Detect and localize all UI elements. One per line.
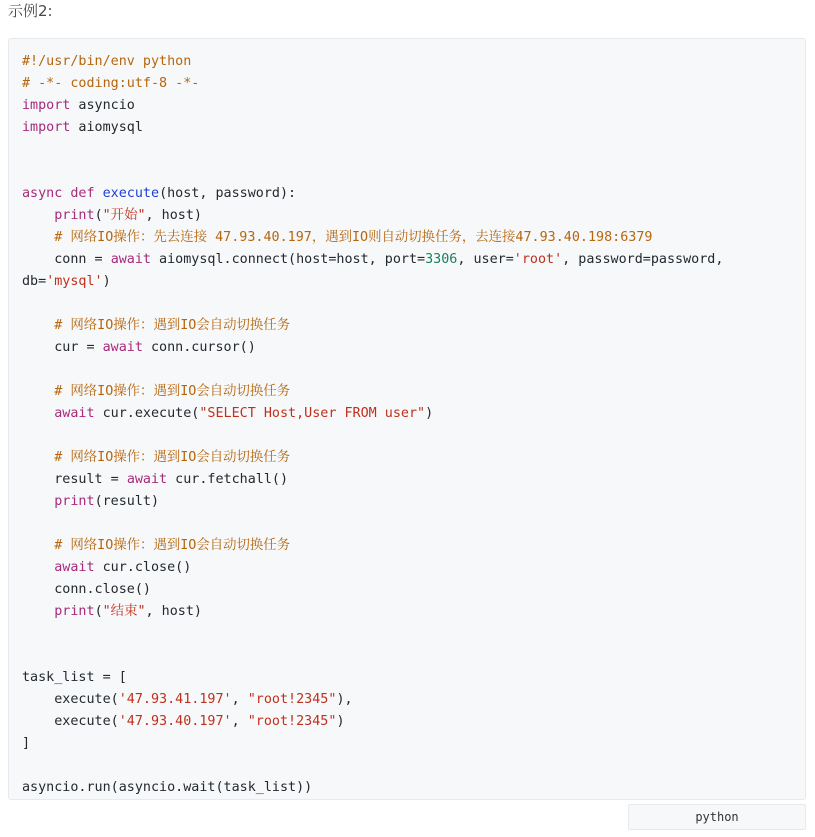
code-line bbox=[22, 601, 723, 623]
code-token-plain bbox=[22, 450, 54, 465]
code-token-plain: result = bbox=[22, 472, 127, 487]
code-token-plain bbox=[22, 208, 54, 223]
code-line bbox=[22, 381, 723, 403]
code-token-plain: ), bbox=[336, 692, 353, 707]
code-line bbox=[22, 513, 723, 535]
code-line bbox=[22, 491, 723, 513]
code-line bbox=[22, 755, 723, 777]
code-content[interactable] bbox=[22, 51, 723, 799]
code-token-plain: task_list = [ bbox=[22, 670, 127, 685]
code-token-plain: asyncio bbox=[70, 98, 135, 113]
code-token-kw: await bbox=[54, 560, 95, 575]
code-token-plain: asyncio.run(asyncio.wait(task_list)) bbox=[22, 780, 313, 795]
code-token-plain bbox=[22, 318, 54, 333]
code-token-plain bbox=[22, 384, 54, 399]
code-line bbox=[22, 469, 723, 491]
code-token-comment: # 网络IO操作：遇到IO会自动切换任务 bbox=[54, 384, 291, 399]
code-token-plain: ] bbox=[22, 736, 31, 751]
code-token-str: '47.93.41.197' bbox=[118, 692, 232, 707]
code-token-plain bbox=[22, 538, 54, 553]
code-token-plain: conn.cursor() bbox=[142, 340, 256, 355]
code-line bbox=[22, 337, 723, 359]
code-token-fn: execute bbox=[102, 186, 160, 201]
code-token-comment: # 网络IO操作：遇到IO会自动切换任务 bbox=[54, 538, 291, 553]
code-line bbox=[22, 403, 723, 425]
code-token-str: '47.93.40.197' bbox=[118, 714, 232, 729]
code-line bbox=[22, 249, 723, 271]
code-line bbox=[22, 535, 723, 557]
code-line bbox=[22, 293, 723, 315]
code-token-str: "开始" bbox=[102, 208, 146, 223]
code-token-plain: aiomysql bbox=[70, 120, 143, 135]
code-token-plain: execute( bbox=[22, 714, 119, 729]
code-token-kw: async bbox=[22, 186, 63, 201]
code-line bbox=[22, 733, 723, 755]
code-block[interactable] bbox=[8, 38, 806, 800]
code-line bbox=[22, 359, 723, 381]
code-token-plain: db= bbox=[22, 274, 47, 289]
code-token-str: "结束" bbox=[102, 604, 146, 619]
code-token-plain: ) bbox=[336, 714, 345, 729]
code-token-plain: , bbox=[231, 714, 248, 729]
code-token-comment: # 网络IO操作：遇到IO会自动切换任务 bbox=[54, 318, 291, 333]
code-token-plain: cur.close() bbox=[94, 560, 192, 575]
code-token-plain: , bbox=[231, 692, 248, 707]
example-heading: 示例2: bbox=[8, 2, 53, 20]
code-token-plain: (result) bbox=[94, 494, 160, 509]
code-line bbox=[22, 645, 723, 667]
code-token-plain: execute( bbox=[22, 692, 119, 707]
code-token-str: "root!2345" bbox=[247, 714, 337, 729]
code-token-comment: # 网络IO操作：先去连接 47.93.40.197，遇到IO则自动切换任务，去连接47.93.40.198:6379 bbox=[54, 230, 653, 245]
code-token-plain: (host, password): bbox=[159, 186, 297, 201]
code-token-str: "root!2345" bbox=[247, 692, 337, 707]
code-line bbox=[22, 183, 723, 205]
code-line bbox=[22, 51, 723, 73]
code-line bbox=[22, 73, 723, 95]
code-line bbox=[22, 667, 723, 689]
code-line bbox=[22, 447, 723, 469]
code-line bbox=[22, 711, 723, 733]
code-token-kw: await bbox=[54, 406, 95, 421]
code-token-kw: import bbox=[22, 98, 71, 113]
code-token-plain: ( bbox=[94, 208, 103, 223]
code-line bbox=[22, 557, 723, 579]
code-token-plain: aiomysql.connect(host=host, port= bbox=[151, 252, 426, 267]
code-token-plain bbox=[22, 406, 54, 421]
code-token-plain: , host) bbox=[145, 208, 202, 223]
code-line bbox=[22, 205, 723, 227]
code-token-plain: cur.fetchall() bbox=[167, 472, 289, 487]
code-token-plain: ( bbox=[94, 604, 103, 619]
code-token-plain bbox=[22, 604, 54, 619]
code-token-builtin: print bbox=[54, 208, 95, 223]
code-line bbox=[22, 139, 723, 161]
code-token-plain: conn = bbox=[22, 252, 111, 267]
code-token-str: 'mysql' bbox=[46, 274, 103, 289]
code-token-plain bbox=[22, 560, 54, 575]
code-token-comment: # -*- coding:utf-8 -*- bbox=[22, 76, 200, 91]
code-line bbox=[22, 425, 723, 447]
code-token-plain: cur.execute( bbox=[94, 406, 200, 421]
code-token-plain: ) bbox=[425, 406, 434, 421]
code-token-comment: #!/usr/bin/env python bbox=[22, 54, 192, 69]
code-line bbox=[22, 95, 723, 117]
code-token-str: "SELECT Host,User FROM user" bbox=[199, 406, 426, 421]
code-token-kw: await bbox=[110, 252, 151, 267]
code-token-comment: # 网络IO操作：遇到IO会自动切换任务 bbox=[54, 450, 291, 465]
code-token-builtin: print bbox=[54, 494, 95, 509]
code-line bbox=[22, 227, 723, 249]
code-line bbox=[22, 271, 723, 293]
code-token-plain bbox=[22, 230, 54, 245]
code-token-plain: conn.close() bbox=[22, 582, 151, 597]
code-line bbox=[22, 623, 723, 645]
code-line bbox=[22, 579, 723, 601]
code-line bbox=[22, 777, 723, 799]
code-token-plain bbox=[22, 494, 54, 509]
code-token-plain: ) bbox=[102, 274, 111, 289]
code-line bbox=[22, 315, 723, 337]
code-token-str: 'root' bbox=[513, 252, 563, 267]
code-token-def: def bbox=[70, 186, 95, 201]
code-line bbox=[22, 117, 723, 139]
code-token-builtin: print bbox=[54, 604, 95, 619]
language-badge: python bbox=[628, 804, 806, 830]
code-token-plain: , user= bbox=[457, 252, 514, 267]
code-token-num: 3306 bbox=[425, 252, 458, 267]
code-token-kw: await bbox=[126, 472, 168, 487]
code-token-plain: , host) bbox=[145, 604, 202, 619]
code-token-plain: cur = bbox=[22, 340, 103, 355]
code-token-plain bbox=[95, 186, 103, 201]
code-token-kw: await bbox=[102, 340, 143, 355]
code-token-kw: import bbox=[22, 120, 71, 135]
code-token-plain: , password=password, bbox=[562, 252, 724, 267]
code-line bbox=[22, 161, 723, 183]
code-line bbox=[22, 689, 723, 711]
